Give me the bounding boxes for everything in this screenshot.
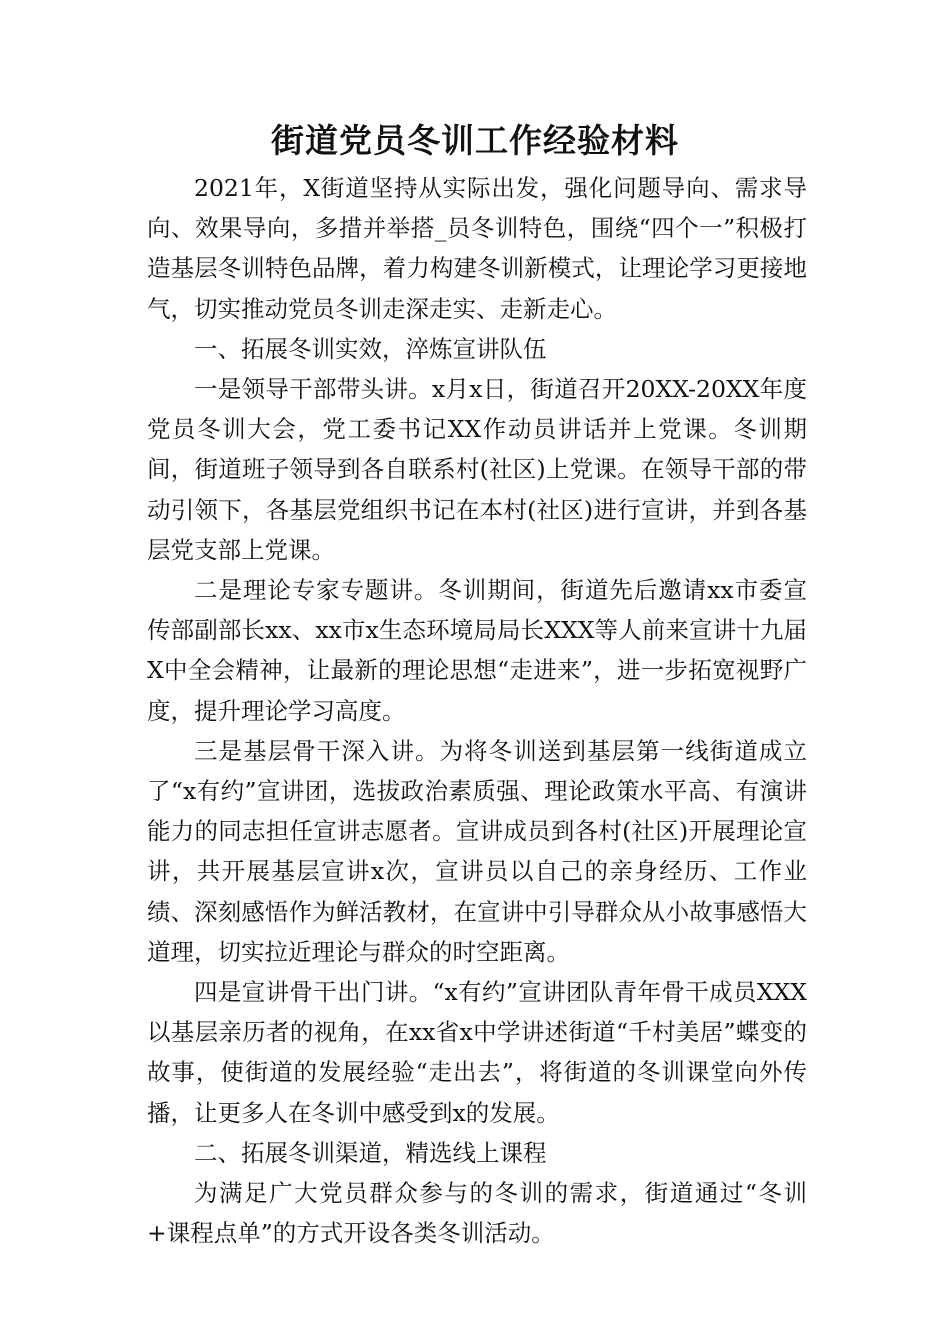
intro-paragraph: 2021年，X街道坚持从实际出发，强化问题导向、需求导向、效果导向，多措并举搭_员冬训特色，围绕“四个一”积极打造基层冬训特色品牌，着力构建冬训新模式，让理论学习更接地气，切实推动党员冬训走深走实、走新走心。 [147,174,807,323]
section-heading-2: 二、拓展冬训渠道，精选线上课程 [194,1138,547,1167]
paragraph-outreach: 四是宣讲骨干出门讲。“x有约”宣讲团队青年骨干成员XXX以基层亲历者的视角，在xx省x中学讲述街道“千村美居”蝶变的故事，使街道的发展经验“走出去”，将街道的冬训课堂向外传播，让更多人在冬训中感受到x的发展。 [147,978,807,1127]
paragraph-grassroots: 三是基层骨干深入讲。为将冬训送到基层第一线街道成立了“x有约”宣讲团，选拔政治素质强、理论政策水平高、有演讲能力的同志担任宣讲志愿者。宣讲成员到各村(社区)开展理论宣讲，共开展基层宣讲x次，宣讲员以自己的亲身经历、工作业绩、深刻感悟作为鲜活教材，在宣讲中引导群众从小故事感悟大道理，切实拉近理论与群众的时空距离。 [147,736,807,966]
section-heading-1: 一、拓展冬训实效，淬炼宣讲队伍 [194,334,547,363]
paragraph-experts: 二是理论专家专题讲。冬训期间，街道先后邀请xx市委宣传部副部长xx、xx市x生态环境局局长XXX等人前来宣讲十九届X中全会精神，让最新的理论思想“走进来”，进一步拓宽视野广度，提升理论学习高度。 [147,576,807,725]
paragraph-leaders: 一是领导干部带头讲。x月x日，街道召开20XX-20XX年度党员冬训大会，党工委书记XX作动员讲话并上党课。冬训期间，街道班子领导到各自联系村(社区)上党课。在领导干部的带动引领下，各基层党组织书记在本村(社区)进行宣讲，并到各基层党支部上党课。 [147,375,807,564]
document-title: 街道党员冬训工作经验材料 [271,121,679,160]
paragraph-online: 为满足广大党员群众参与的冬训的需求，街道通过“冬训+课程点单”的方式开设各类冬训活动。 [147,1179,807,1248]
document-body [147,168,807,1253]
